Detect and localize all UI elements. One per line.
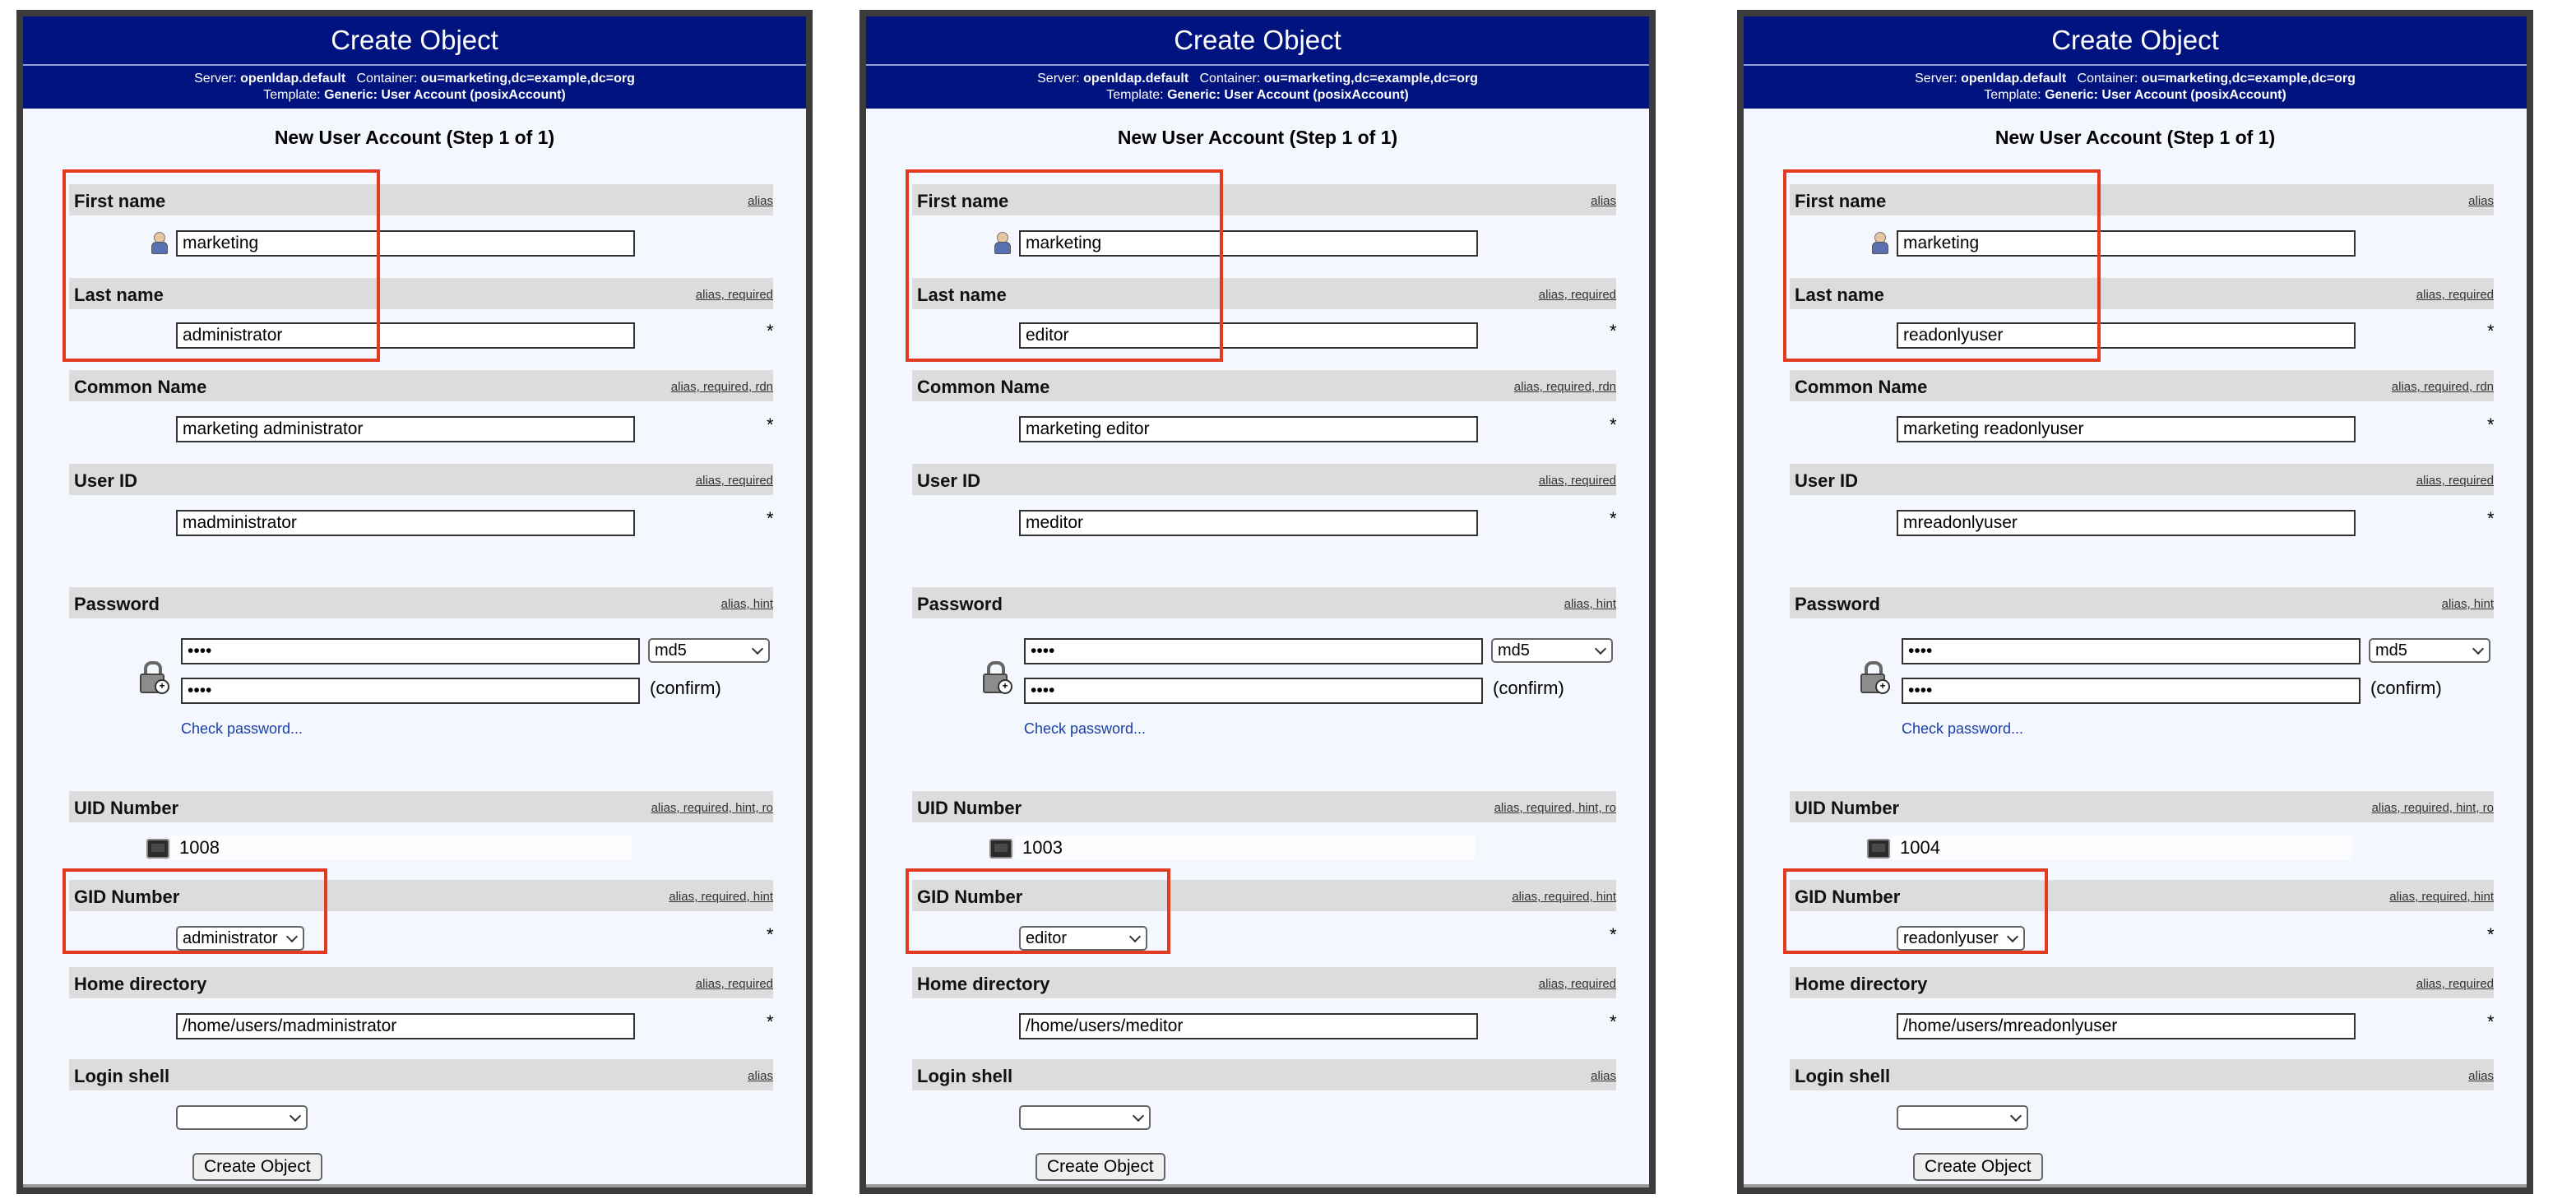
required-marker: * bbox=[2487, 414, 2495, 435]
server-label: Server: bbox=[1037, 72, 1080, 86]
required-marker: * bbox=[1610, 1012, 1617, 1032]
container-value: ou=marketing,dc=example,dc=org bbox=[420, 72, 635, 86]
first-name-label: First name bbox=[74, 191, 166, 211]
create-object-panel-3 bbox=[1737, 10, 2533, 1194]
common-name-label: Common Name bbox=[74, 377, 207, 397]
password-header bbox=[912, 587, 1616, 618]
password-label: Password bbox=[1795, 594, 1880, 614]
login-shell-header bbox=[1790, 1059, 2494, 1090]
user-id-hints[interactable]: alias, required bbox=[695, 474, 773, 488]
home-directory-label: Home directory bbox=[74, 974, 207, 994]
panel-title: Create Object bbox=[23, 16, 806, 66]
login-shell-hints[interactable]: alias bbox=[1591, 1069, 1616, 1083]
create-object-button[interactable]: Create Object bbox=[1035, 1153, 1165, 1181]
server-label: Server: bbox=[1915, 72, 1957, 86]
step-title: New User Account (Step 1 of 1) bbox=[1117, 127, 1398, 148]
hash-select[interactable] bbox=[648, 638, 770, 663]
required-marker: * bbox=[767, 508, 774, 529]
uid-number-header bbox=[912, 791, 1616, 822]
user-id-label: User ID bbox=[1795, 470, 1859, 491]
last-name-input[interactable]: editor bbox=[1019, 322, 1478, 349]
common-name-header bbox=[1790, 370, 2494, 401]
password-input[interactable]: •••• bbox=[1024, 638, 1483, 664]
required-marker: * bbox=[1610, 321, 1617, 341]
server-value: openldap.default bbox=[1961, 72, 2067, 86]
uid-number-label: UID Number bbox=[1795, 798, 1900, 818]
first-name-hints[interactable]: alias bbox=[748, 194, 773, 208]
terminal-icon bbox=[989, 839, 1012, 859]
uid-number-value: 1003 bbox=[1022, 837, 1063, 858]
gid-number-label: GID Number bbox=[1795, 887, 1901, 907]
home-directory-hints[interactable]: alias, required bbox=[2416, 977, 2494, 991]
common-name-label: Common Name bbox=[1795, 377, 1928, 397]
uid-number-header bbox=[1790, 791, 2494, 822]
uid-number-hints[interactable]: alias, required, hint, ro bbox=[2371, 801, 2494, 815]
common-name-hints[interactable]: alias, required, rdn bbox=[2391, 380, 2494, 394]
confirm-label: (confirm) bbox=[650, 678, 721, 698]
chevron-down-icon bbox=[290, 1110, 301, 1122]
common-name-header bbox=[912, 370, 1616, 401]
uid-number-hints[interactable]: alias, required, hint, ro bbox=[651, 801, 773, 815]
first-name-hints[interactable]: alias bbox=[2468, 194, 2494, 208]
highlight-name-fields bbox=[1783, 169, 2101, 362]
password-hints[interactable]: alias, hint bbox=[720, 597, 773, 611]
home-directory-input[interactable]: /home/users/madministrator bbox=[176, 1013, 635, 1039]
last-name-hints[interactable]: alias, required bbox=[1538, 288, 1616, 302]
first-name-input[interactable]: marketing bbox=[176, 230, 635, 257]
highlight-gid-number bbox=[63, 868, 327, 954]
password-label: Password bbox=[74, 594, 160, 614]
common-name-input[interactable]: marketing administrator bbox=[176, 416, 635, 442]
password-input[interactable]: •••• bbox=[181, 638, 640, 664]
step-title: New User Account (Step 1 of 1) bbox=[1995, 127, 2276, 148]
last-name-input[interactable]: administrator bbox=[176, 322, 635, 349]
required-marker: * bbox=[1610, 508, 1617, 529]
panel-title: Create Object bbox=[1744, 16, 2527, 66]
common-name-hints[interactable]: alias, required, rdn bbox=[670, 380, 773, 394]
password-header bbox=[69, 587, 773, 618]
first-name-label: First name bbox=[917, 191, 1009, 211]
highlight-name-fields bbox=[906, 169, 1223, 362]
required-marker: * bbox=[2487, 508, 2495, 529]
password-confirm-input[interactable]: •••• bbox=[181, 678, 640, 704]
highlight-name-fields bbox=[63, 169, 380, 362]
uid-number-strip bbox=[171, 836, 632, 860]
user-id-input[interactable]: meditor bbox=[1019, 510, 1478, 536]
template-label: Template: bbox=[1984, 88, 2041, 102]
home-directory-header bbox=[912, 967, 1616, 998]
hash-select[interactable] bbox=[1491, 638, 1613, 663]
gid-number-label: GID Number bbox=[917, 887, 1023, 907]
first-name-input[interactable]: marketing bbox=[1897, 230, 2356, 257]
panel-bottom-border bbox=[1744, 1184, 2527, 1187]
uid-number-value: 1008 bbox=[179, 837, 220, 858]
server-label: Server: bbox=[194, 72, 237, 86]
hash-value: md5 bbox=[655, 641, 687, 660]
user-id-input[interactable]: madministrator bbox=[176, 510, 635, 536]
required-marker: * bbox=[767, 924, 774, 945]
common-name-input[interactable]: marketing editor bbox=[1019, 416, 1478, 442]
required-marker: * bbox=[2487, 924, 2495, 945]
panel-title: Create Object bbox=[866, 16, 1649, 66]
confirm-label: (confirm) bbox=[2370, 678, 2442, 698]
common-name-hints[interactable]: alias, required, rdn bbox=[1513, 380, 1616, 394]
last-name-label: Last name bbox=[1795, 285, 1884, 305]
required-marker: * bbox=[2487, 1012, 2495, 1032]
panel-bottom-border bbox=[23, 1184, 806, 1187]
password-confirm-input[interactable]: •••• bbox=[1902, 678, 2361, 704]
home-directory-input[interactable]: /home/users/meditor bbox=[1019, 1013, 1478, 1039]
container-value: ou=marketing,dc=example,dc=org bbox=[1263, 72, 1478, 86]
first-name-label: First name bbox=[1795, 191, 1887, 211]
home-directory-hints[interactable]: alias, required bbox=[695, 977, 773, 991]
container-label: Container: bbox=[356, 72, 418, 86]
password-hints[interactable]: alias, hint bbox=[2441, 597, 2494, 611]
panel-bottom-border bbox=[866, 1184, 1649, 1187]
container-label: Container: bbox=[2077, 72, 2138, 86]
login-shell-label: Login shell bbox=[1795, 1066, 1891, 1086]
chevron-down-icon bbox=[1133, 1110, 1144, 1122]
create-object-button[interactable]: Create Object bbox=[1913, 1153, 2043, 1181]
required-marker: * bbox=[767, 414, 774, 435]
gid-number-value: readonlyuser bbox=[1903, 929, 1999, 947]
container-label: Container: bbox=[1199, 72, 1261, 86]
user-id-input[interactable]: mreadonlyuser bbox=[1897, 510, 2356, 536]
terminal-icon bbox=[1867, 839, 1890, 859]
template-label: Template: bbox=[1106, 88, 1164, 102]
gid-number-value: editor bbox=[1026, 929, 1068, 947]
last-name-input[interactable]: readonlyuser bbox=[1897, 322, 2356, 349]
lock-icon: + bbox=[981, 661, 1009, 692]
confirm-label: (confirm) bbox=[1493, 678, 1564, 698]
server-value: openldap.default bbox=[1083, 72, 1189, 86]
required-marker: * bbox=[1610, 414, 1617, 435]
password-hints[interactable]: alias, hint bbox=[1564, 597, 1616, 611]
gid-number-value: administrator bbox=[183, 929, 278, 947]
last-name-hints[interactable]: alias, required bbox=[2416, 288, 2494, 302]
required-marker: * bbox=[767, 1012, 774, 1032]
uid-number-label: UID Number bbox=[74, 798, 179, 818]
login-shell-label: Login shell bbox=[917, 1066, 1013, 1086]
chevron-down-icon bbox=[2010, 1110, 2022, 1122]
home-directory-hints[interactable]: alias, required bbox=[1538, 977, 1616, 991]
create-object-panel-1 bbox=[16, 10, 813, 1194]
server-info bbox=[1744, 66, 2527, 109]
login-shell-header bbox=[912, 1059, 1616, 1090]
gid-number-hints[interactable]: alias, required, hint bbox=[1512, 890, 1616, 904]
last-name-label: Last name bbox=[917, 285, 1007, 305]
gid-number-label: GID Number bbox=[74, 887, 180, 907]
home-directory-label: Home directory bbox=[917, 974, 1050, 994]
first-name-hints[interactable]: alias bbox=[1591, 194, 1616, 208]
login-shell-select[interactable] bbox=[1019, 1105, 1151, 1130]
home-directory-input[interactable]: /home/users/mreadonlyuser bbox=[1897, 1013, 2356, 1039]
login-shell-select[interactable] bbox=[1897, 1105, 2028, 1130]
lock-icon: + bbox=[138, 661, 166, 692]
chevron-down-icon bbox=[1595, 643, 1606, 655]
user-id-header bbox=[1790, 464, 2494, 495]
server-value: openldap.default bbox=[240, 72, 346, 86]
form-body bbox=[866, 109, 1649, 1186]
hash-select[interactable] bbox=[2369, 638, 2490, 663]
highlight-gid-number bbox=[906, 868, 1170, 954]
home-directory-label: Home directory bbox=[1795, 974, 1928, 994]
uid-number-hints[interactable]: alias, required, hint, ro bbox=[1494, 801, 1616, 815]
user-id-label: User ID bbox=[74, 470, 138, 491]
first-name-input[interactable]: marketing bbox=[1019, 230, 1478, 257]
lock-icon: + bbox=[1859, 661, 1887, 692]
check-password-link[interactable]: Check password... bbox=[181, 720, 303, 737]
form-body bbox=[23, 109, 806, 1186]
container-value: ou=marketing,dc=example,dc=org bbox=[2141, 72, 2356, 86]
common-name-header bbox=[69, 370, 773, 401]
chevron-down-icon bbox=[2472, 643, 2484, 655]
user-id-header bbox=[912, 464, 1616, 495]
home-directory-header bbox=[69, 967, 773, 998]
uid-number-strip bbox=[1892, 836, 2352, 860]
uid-number-label: UID Number bbox=[917, 798, 1022, 818]
check-password-link[interactable]: Check password... bbox=[1024, 720, 1147, 737]
login-shell-select[interactable] bbox=[176, 1105, 308, 1130]
last-name-label: Last name bbox=[74, 285, 164, 305]
password-confirm-input[interactable]: •••• bbox=[1024, 678, 1483, 704]
server-info bbox=[23, 66, 806, 109]
user-id-header bbox=[69, 464, 773, 495]
server-info bbox=[866, 66, 1649, 109]
terminal-icon bbox=[146, 839, 169, 859]
create-object-button[interactable]: Create Object bbox=[192, 1153, 322, 1181]
uid-number-value: 1004 bbox=[1900, 837, 1940, 858]
required-marker: * bbox=[2487, 321, 2495, 341]
password-input[interactable]: •••• bbox=[1902, 638, 2361, 664]
user-id-label: User ID bbox=[917, 470, 981, 491]
template-label: Template: bbox=[263, 88, 321, 102]
home-directory-header bbox=[1790, 967, 2494, 998]
highlight-gid-number bbox=[1783, 868, 2048, 954]
password-label: Password bbox=[917, 594, 1003, 614]
login-shell-label: Login shell bbox=[74, 1066, 170, 1086]
template-value: Generic: User Account (posixAccount) bbox=[2045, 88, 2286, 102]
template-value: Generic: User Account (posixAccount) bbox=[1167, 88, 1409, 102]
uid-number-strip bbox=[1014, 836, 1475, 860]
template-value: Generic: User Account (posixAccount) bbox=[324, 88, 566, 102]
gid-number-hints[interactable]: alias, required, hint bbox=[669, 890, 773, 904]
form-body bbox=[1744, 109, 2527, 1186]
login-shell-header bbox=[69, 1059, 773, 1090]
login-shell-hints[interactable]: alias bbox=[748, 1069, 773, 1083]
common-name-input[interactable]: marketing readonlyuser bbox=[1897, 416, 2356, 442]
required-marker: * bbox=[1610, 924, 1617, 945]
user-id-hints[interactable]: alias, required bbox=[1538, 474, 1616, 488]
uid-number-header bbox=[69, 791, 773, 822]
hash-value: md5 bbox=[1498, 641, 1530, 660]
gid-number-hints[interactable]: alias, required, hint bbox=[2389, 890, 2494, 904]
step-title: New User Account (Step 1 of 1) bbox=[274, 127, 555, 148]
common-name-label: Common Name bbox=[917, 377, 1050, 397]
login-shell-hints[interactable]: alias bbox=[2468, 1069, 2494, 1083]
required-marker: * bbox=[767, 321, 774, 341]
hash-value: md5 bbox=[2375, 641, 2407, 660]
chevron-down-icon bbox=[752, 643, 763, 655]
password-header bbox=[1790, 587, 2494, 618]
check-password-link[interactable]: Check password... bbox=[1902, 720, 2024, 737]
user-id-hints[interactable]: alias, required bbox=[2416, 474, 2494, 488]
last-name-hints[interactable]: alias, required bbox=[695, 288, 773, 302]
create-object-panel-2 bbox=[859, 10, 1656, 1194]
